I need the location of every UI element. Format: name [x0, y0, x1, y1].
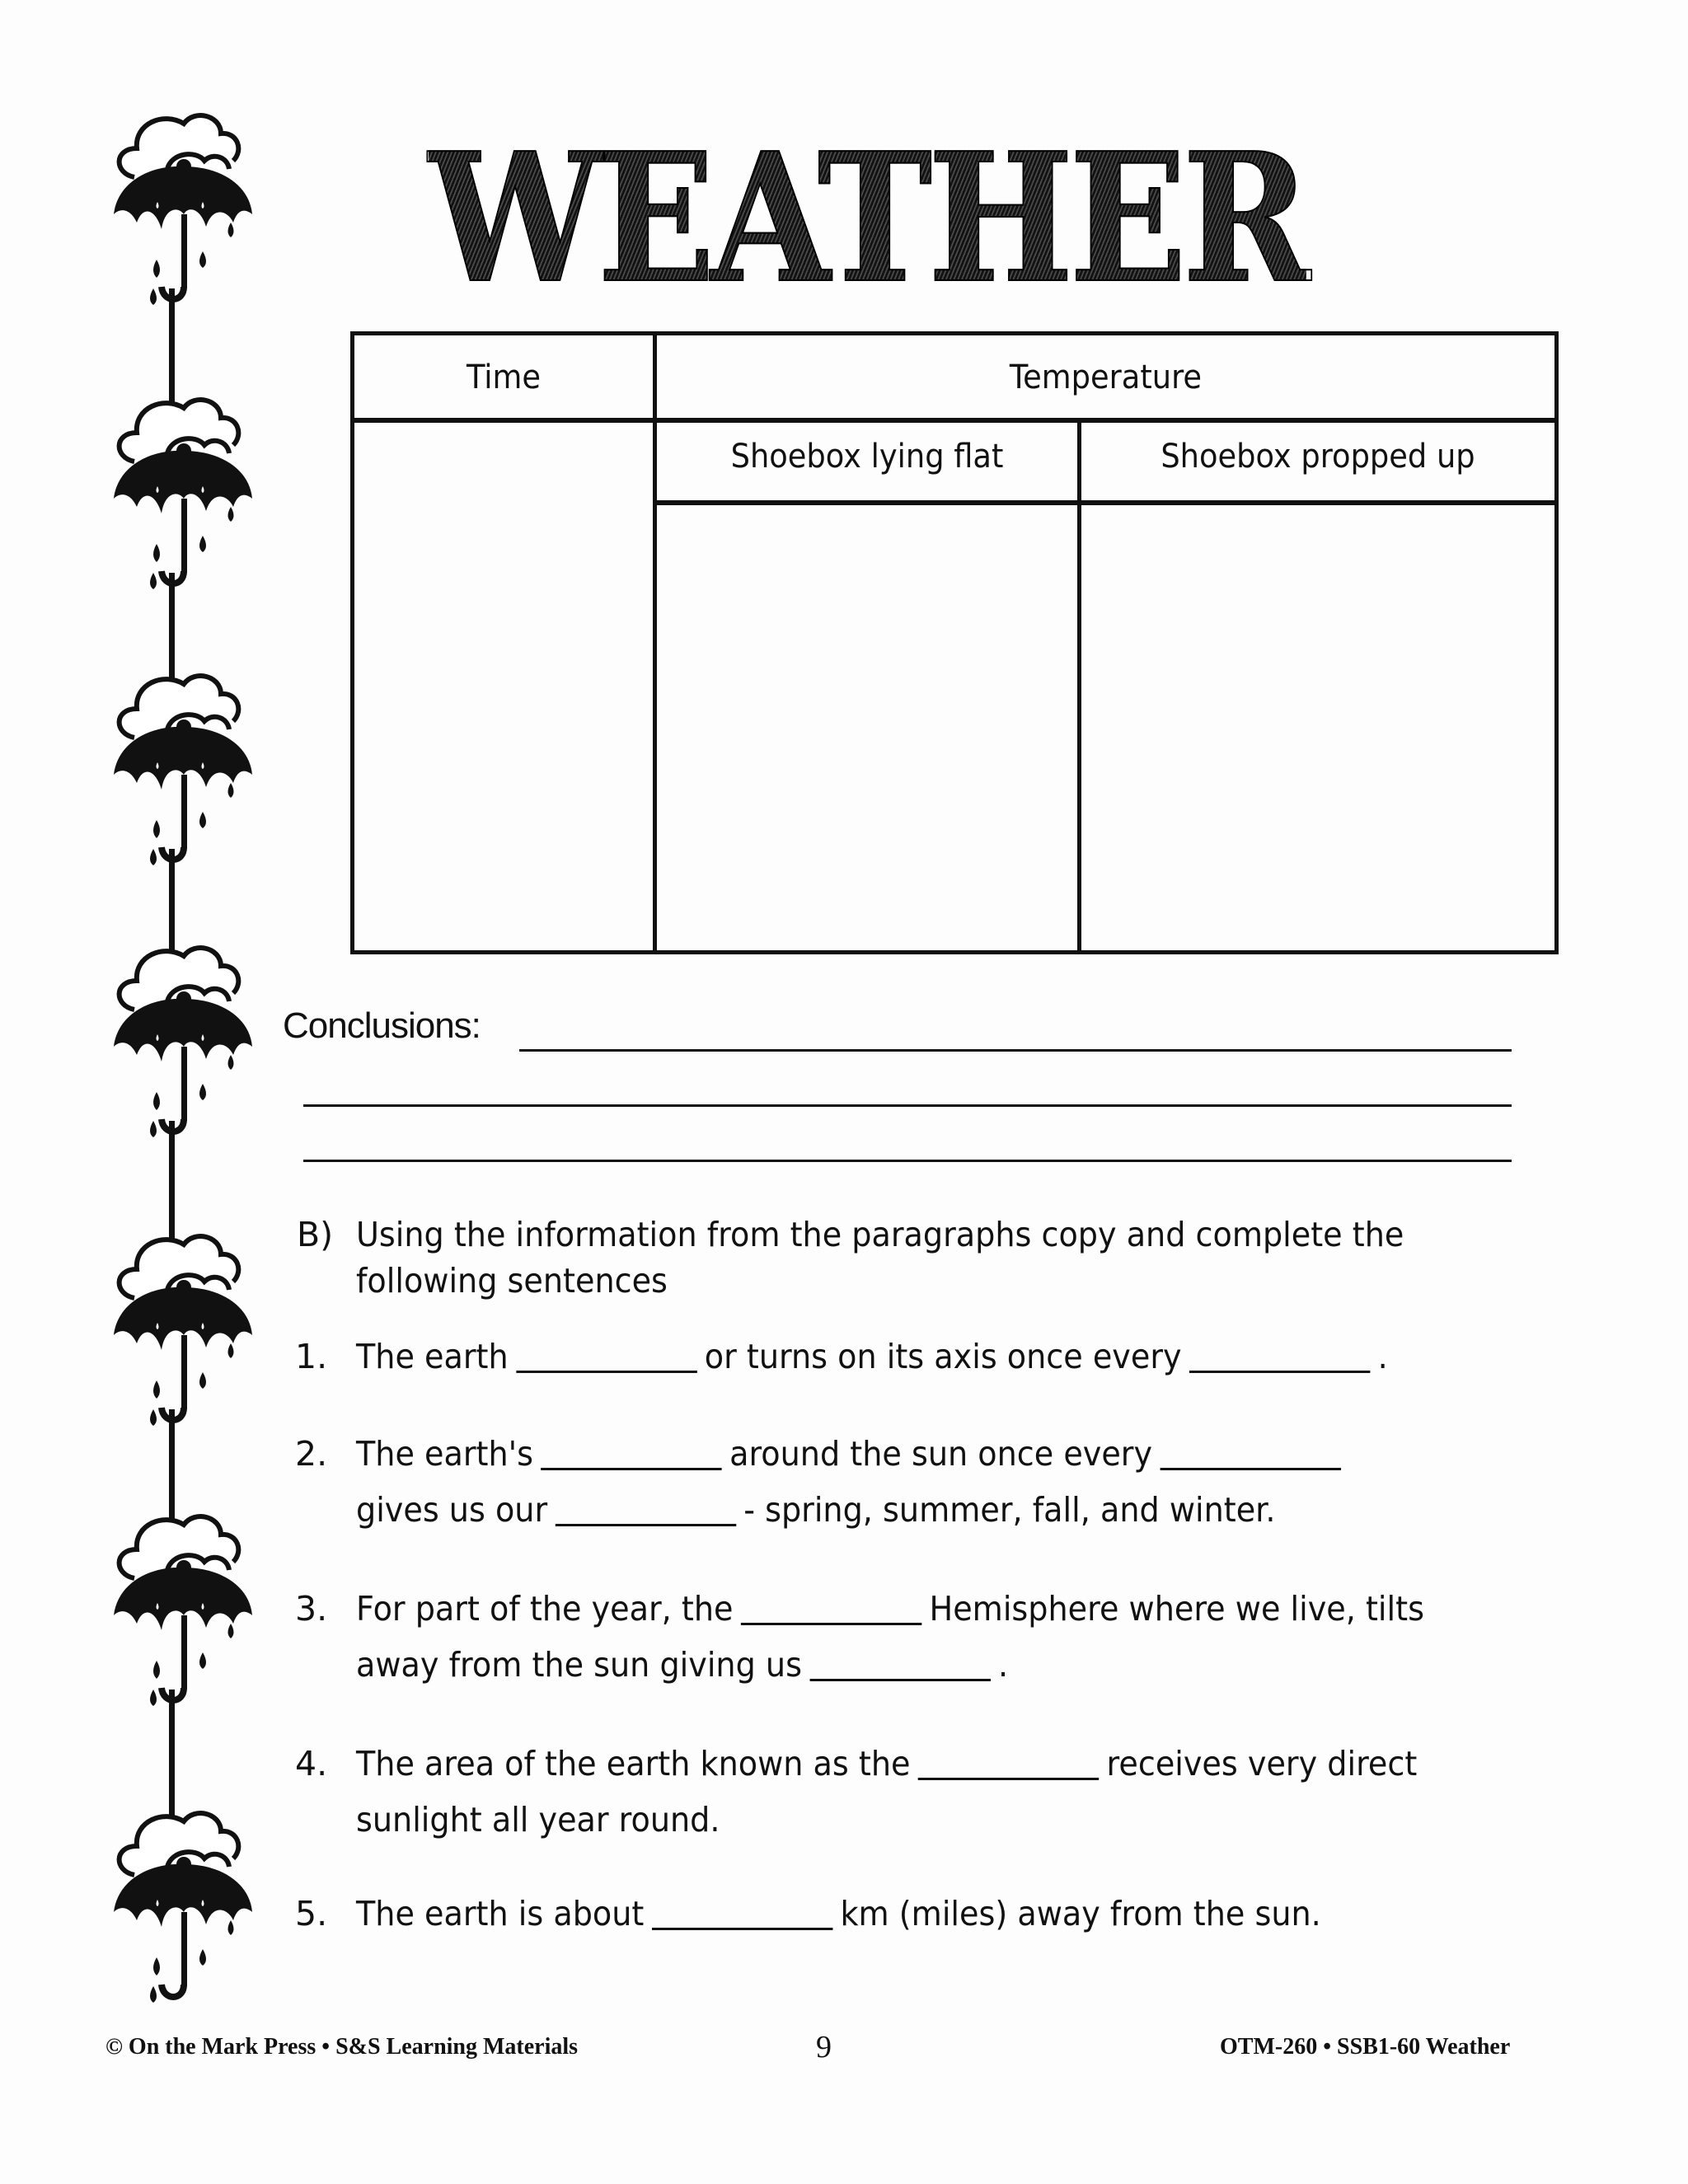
question-text: - spring, summer, fall, and winter.	[743, 1490, 1276, 1530]
umbrella-cloud-rain-icon	[106, 923, 254, 1137]
question-number: 2.	[295, 1434, 328, 1474]
temperature-table	[350, 331, 1559, 954]
conclusions-line-3[interactable]	[303, 1160, 1512, 1162]
fill-in-blank[interactable]	[809, 1646, 990, 1681]
question-text: The earth is about	[356, 1894, 645, 1933]
question-line	[356, 1426, 1348, 1482]
page-title: WEATHER	[429, 114, 1306, 322]
question-number: 4.	[295, 1744, 328, 1783]
propped-temp-input-cell[interactable]	[1081, 505, 1554, 950]
question-line	[356, 1792, 720, 1848]
umbrella-cloud-rain-icon	[106, 375, 254, 589]
question-text: The area of the earth known as the	[356, 1744, 911, 1783]
question-text: The earth	[356, 1337, 509, 1376]
question-line	[356, 1329, 1388, 1385]
question-text: The earth's	[356, 1434, 534, 1474]
umbrella-cloud-rain-icon	[106, 651, 254, 865]
fill-in-blank[interactable]	[652, 1895, 832, 1930]
conclusions-label: Conclusions:	[283, 1005, 481, 1046]
question-text: receives very direct	[1106, 1744, 1418, 1783]
section-letter: B)	[297, 1215, 334, 1254]
subheader-shoebox-flat: Shoebox lying flat	[730, 438, 1004, 476]
fill-in-blank[interactable]	[555, 1491, 735, 1526]
fill-in-blank[interactable]	[1160, 1435, 1340, 1470]
question-number: 5.	[295, 1894, 328, 1933]
question-text: gives us our	[356, 1490, 548, 1530]
question-text: away from the sun giving us	[356, 1645, 802, 1685]
umbrella-cloud-rain-icon	[106, 1788, 254, 2003]
question-text: .	[998, 1645, 1009, 1685]
question-line	[356, 1581, 1424, 1637]
question-text: or turns on its axis once every	[704, 1337, 1182, 1376]
conclusions-line-1[interactable]	[519, 1049, 1512, 1052]
question-number: 1.	[295, 1337, 328, 1376]
question-text: For part of the year, the	[356, 1589, 734, 1629]
question-text: .	[1377, 1337, 1388, 1376]
subheader-shoebox-propped: Shoebox propped up	[1160, 438, 1475, 476]
question-text: Hemisphere where we live, tilts	[929, 1589, 1424, 1629]
umbrella-cloud-rain-icon	[106, 1492, 254, 1706]
page-number: 9	[816, 2030, 832, 2064]
section-instruction: Using the information from the paragraphs copy and complete the following sentences	[356, 1215, 1404, 1301]
question-text: around the sun once every	[729, 1434, 1153, 1474]
fill-in-blank[interactable]	[516, 1338, 696, 1373]
question-line	[356, 1736, 1417, 1792]
fill-in-blank[interactable]	[1189, 1338, 1370, 1373]
question-line	[356, 1886, 1321, 1942]
umbrella-cloud-rain-icon	[106, 91, 254, 305]
fill-in-blank[interactable]	[541, 1435, 721, 1470]
umbrella-cloud-rain-icon	[106, 1212, 254, 1426]
time-input-cell[interactable]	[354, 423, 653, 950]
footer-product-code: OTM-260 • SSB1-60 Weather	[1220, 2034, 1511, 2060]
footer-publisher: © On the Mark Press • S&S Learning Materials	[106, 2034, 579, 2060]
question-number: 3.	[295, 1589, 328, 1629]
fill-in-blank[interactable]	[741, 1590, 921, 1625]
conclusions-line-2[interactable]	[303, 1104, 1512, 1107]
fill-in-blank[interactable]	[918, 1745, 1099, 1780]
question-line	[356, 1637, 1008, 1693]
header-time: Time	[466, 359, 542, 396]
question-line	[356, 1482, 1275, 1538]
question-text: sunlight all year round.	[356, 1800, 720, 1840]
header-temperature: Temperature	[1009, 359, 1203, 396]
flat-temp-input-cell[interactable]	[657, 505, 1077, 950]
question-text: km (miles) away from the sun.	[840, 1894, 1321, 1933]
